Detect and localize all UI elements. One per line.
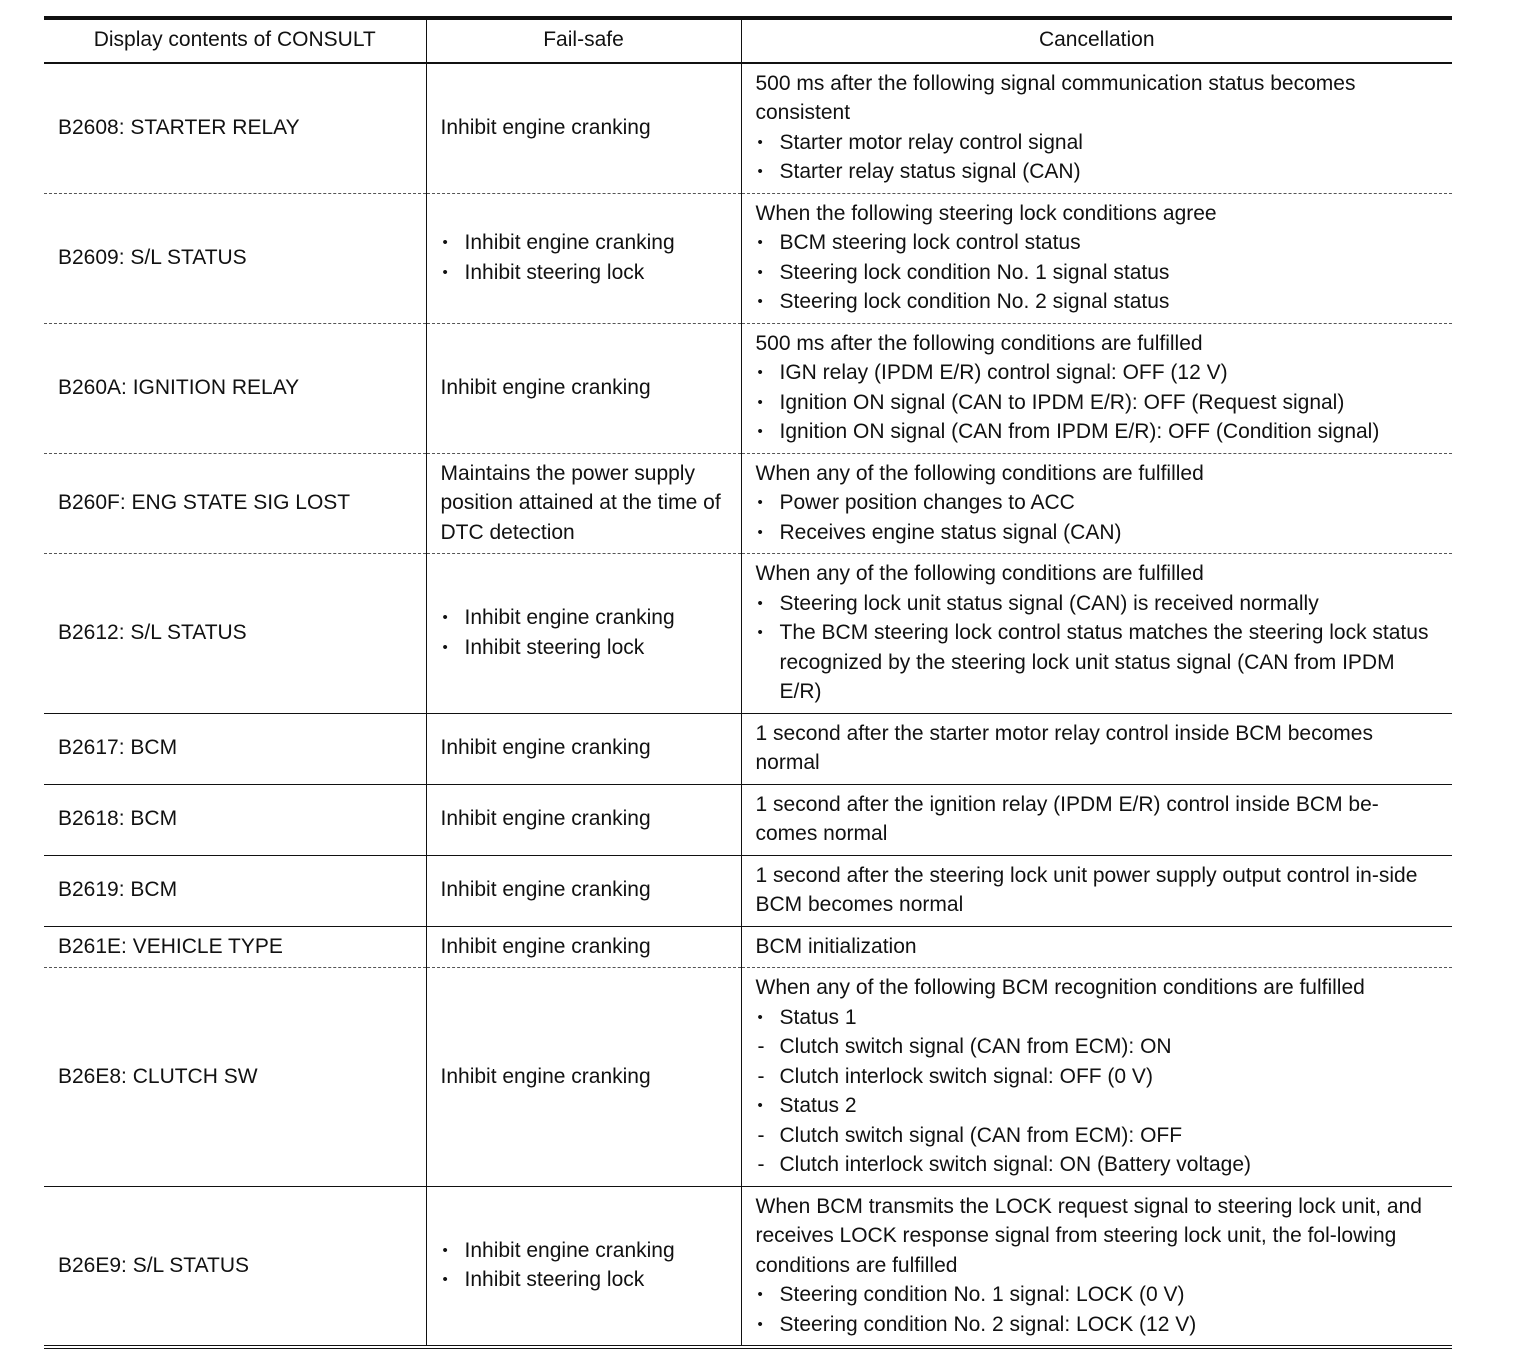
cell-fail-safe <box>426 713 741 784</box>
cell-dtc-code: B261E: VEHICLE TYPE <box>58 934 283 958</box>
cell-cancellation <box>741 554 1452 714</box>
cancellation-list <box>756 228 1439 317</box>
cell-fail-safe <box>426 926 741 968</box>
cancellation-text: When any of the following conditions are fulfilled <box>755 461 1204 485</box>
fail-safe-text: Inhibit engine cranking <box>440 1064 651 1088</box>
cancellation-item: - Clutch switch signal (CAN from ECM): ON <box>756 1032 1439 1062</box>
cancellation-text: 1 second after the ignition relay (IPDM E/R) control inside BCM be-comes normal <box>755 792 1379 845</box>
cancellation-item: • Steering lock condition No. 1 signal status <box>756 258 1439 288</box>
cancellation-list <box>756 1280 1439 1339</box>
fail-safe-list <box>441 1236 727 1295</box>
cancellation-item: • Starter motor relay control signal <box>756 128 1439 158</box>
fail-safe-item: • Inhibit steering lock <box>441 633 727 663</box>
cancellation-item: - Clutch switch signal (CAN from ECM): OFF <box>756 1121 1439 1151</box>
fail-safe-text: Inhibit engine cranking <box>440 115 651 139</box>
cancellation-item: • Ignition ON signal (CAN from IPDM E/R): OFF (Condition signal) <box>756 417 1439 447</box>
cell-dtc-code: B260A: IGNITION RELAY <box>58 375 300 399</box>
dtc-failsafe-table-page <box>44 16 1452 1349</box>
table-row <box>44 926 1452 968</box>
fail-safe-text: Inhibit engine cranking <box>440 807 651 831</box>
cell-cancellation <box>741 323 1452 453</box>
cell-cancellation <box>741 453 1452 554</box>
cell-cancellation <box>741 855 1452 926</box>
cancellation-text: When BCM transmits the LOCK request signal to steering lock unit, and receives LOCK response signal from steering lock unit, the fol-lowing conditions are fulfilled <box>755 1194 1422 1277</box>
cell-fail-safe <box>426 554 741 714</box>
cancellation-text: 1 second after the steering lock unit power supply output control in-side BCM becomes normal <box>755 863 1418 916</box>
header-fail-safe: Fail-safe <box>426 18 741 63</box>
cell-dtc-code: B2608: STARTER RELAY <box>58 115 300 139</box>
fail-safe-text: Inhibit engine cranking <box>440 375 651 399</box>
cancellation-item: • Steering condition No. 2 signal: LOCK (12 V) <box>756 1310 1439 1340</box>
cell-cancellation <box>741 1186 1452 1347</box>
table-row <box>44 784 1452 855</box>
cell-cancellation <box>741 926 1452 968</box>
cell-dtc-code: B2609: S/L STATUS <box>58 245 247 269</box>
cancellation-item: • Steering lock unit status signal (CAN) is received normally <box>756 589 1439 619</box>
fail-safe-item: • Inhibit steering lock <box>441 258 727 288</box>
cancellation-item: • Steering condition No. 1 signal: LOCK (0 V) <box>756 1280 1439 1310</box>
cancellation-text: 500 ms after the following signal communication status becomes consistent <box>755 71 1356 124</box>
cancellation-item: • Power position changes to ACC <box>756 488 1439 518</box>
fail-safe-item: • Inhibit steering lock <box>441 1265 727 1295</box>
cell-cancellation <box>741 968 1452 1187</box>
table-row <box>44 1186 1452 1347</box>
cancellation-item: • BCM steering lock control status <box>756 228 1439 258</box>
cell-fail-safe <box>426 323 741 453</box>
table-row <box>44 968 1452 1187</box>
cancellation-item: • Ignition ON signal (CAN to IPDM E/R): OFF (Request signal) <box>756 388 1439 418</box>
cell-fail-safe <box>426 193 741 323</box>
fail-safe-item: • Inhibit engine cranking <box>441 1236 727 1266</box>
cancellation-item: • The BCM steering lock control status matches the steering lock status recognized by the steering lock unit status signal (CAN from IPDM E/R) <box>756 618 1439 707</box>
cancellation-item: • Receives engine status signal (CAN) <box>756 518 1439 548</box>
table-row <box>44 193 1452 323</box>
cell-dtc-code: B260F: ENG STATE SIG LOST <box>58 491 351 514</box>
cancellation-item: • Status 2 <box>756 1091 1439 1121</box>
table-row <box>44 713 1452 784</box>
fail-safe-text: Inhibit engine cranking <box>440 934 651 958</box>
header-cancellation: Cancellation <box>741 18 1452 63</box>
cancellation-item: • Steering lock condition No. 2 signal status <box>756 287 1439 317</box>
table-row <box>44 554 1452 714</box>
cancellation-item: • Starter relay status signal (CAN) <box>756 157 1439 187</box>
cancellation-list <box>756 128 1439 187</box>
cancellation-text: BCM initialization <box>755 934 917 958</box>
table-row <box>44 323 1452 453</box>
fail-safe-text: Maintains the power supply position attained at the time of DTC detection <box>440 461 721 544</box>
cancellation-text: When any of the following BCM recognition conditions are fulfilled <box>755 976 1365 999</box>
cell-fail-safe <box>426 1186 741 1347</box>
fail-safe-item: • Inhibit engine cranking <box>441 228 727 258</box>
cancellation-list <box>756 1003 1439 1180</box>
cell-cancellation <box>741 63 1452 194</box>
cancellation-item: - Clutch interlock switch signal: OFF (0 V) <box>756 1062 1439 1092</box>
fail-safe-item: • Inhibit engine cranking <box>441 603 727 633</box>
table-row <box>44 63 1452 194</box>
cancellation-item: • Status 1 <box>756 1003 1439 1033</box>
cancellation-text: When any of the following conditions are fulfilled <box>755 562 1204 585</box>
cell-dtc-code: B2619: BCM <box>58 878 178 902</box>
fail-safe-list <box>441 228 727 287</box>
cell-fail-safe <box>426 784 741 855</box>
cancellation-list <box>756 358 1439 447</box>
cell-fail-safe <box>426 855 741 926</box>
cancellation-item: • IGN relay (IPDM E/R) control signal: OFF (12 V) <box>756 358 1439 388</box>
cancellation-text: 1 second after the starter motor relay control inside BCM becomes normal <box>755 721 1373 774</box>
cell-dtc-code: B26E8: CLUTCH SW <box>58 1064 258 1088</box>
dtc-failsafe-table <box>44 16 1452 1349</box>
cell-fail-safe <box>426 453 741 554</box>
cell-dtc-code: B2612: S/L STATUS <box>58 621 247 644</box>
cell-cancellation <box>741 784 1452 855</box>
table-row <box>44 855 1452 926</box>
cell-dtc-code: B2617: BCM <box>58 736 178 760</box>
header-display-contents: Display contents of CONSULT <box>93 28 376 51</box>
fail-safe-list <box>441 603 727 662</box>
cell-dtc-code: B2618: BCM <box>58 807 178 831</box>
fail-safe-text: Inhibit engine cranking <box>440 878 651 902</box>
cancellation-list <box>756 488 1439 547</box>
cancellation-text: 500 ms after the following conditions are fulfilled <box>755 331 1203 355</box>
cell-fail-safe <box>426 63 741 194</box>
fail-safe-text: Inhibit engine cranking <box>440 736 651 760</box>
cell-dtc-code: B26E9: S/L STATUS <box>58 1253 250 1277</box>
table-header-row <box>44 18 1452 63</box>
cell-cancellation <box>741 193 1452 323</box>
cancellation-text: When the following steering lock conditions agree <box>755 201 1217 225</box>
table-row <box>44 453 1452 554</box>
cancellation-list <box>756 589 1439 707</box>
cell-fail-safe <box>426 968 741 1187</box>
cancellation-item: - Clutch interlock switch signal: ON (Battery voltage) <box>756 1150 1439 1180</box>
cell-cancellation <box>741 713 1452 784</box>
